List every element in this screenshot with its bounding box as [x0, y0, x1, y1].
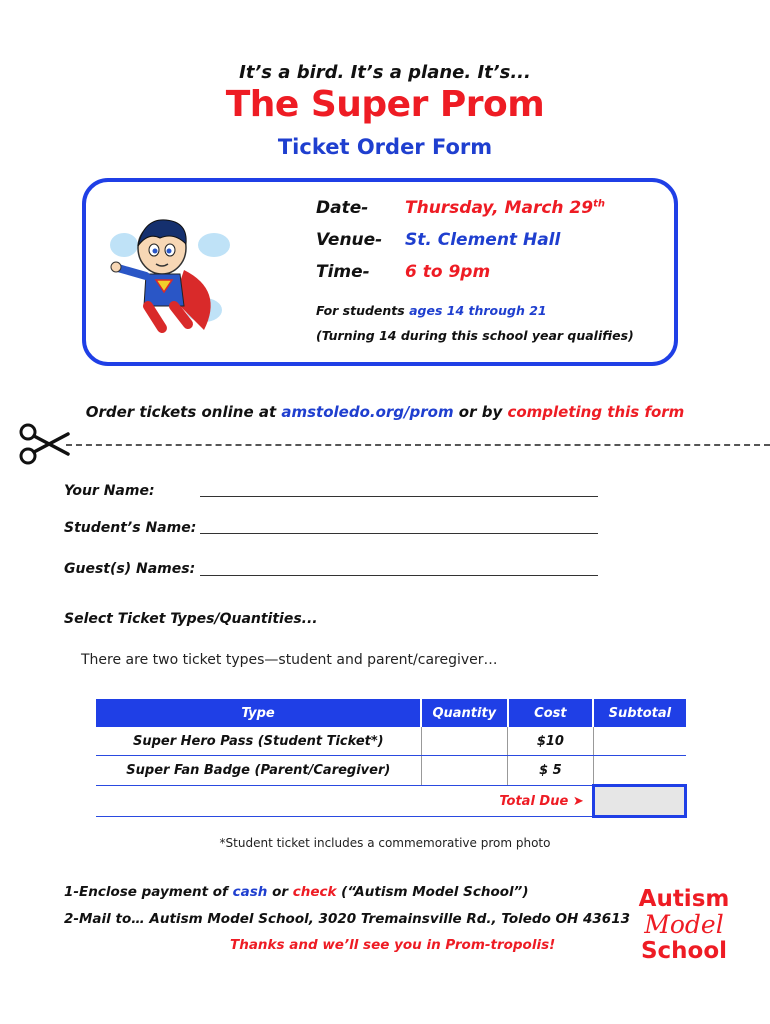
logo-line-1: Autism — [638, 886, 730, 912]
ticket-table-header — [96, 699, 686, 727]
order-url-link[interactable]: amstoledo.org/prom — [281, 403, 454, 421]
logo-line-3: School — [640, 938, 728, 964]
order-prefix: Order tickets online at — [85, 403, 282, 421]
ticket-cost: $ 5 — [508, 756, 594, 786]
order-instructions — [0, 403, 770, 421]
step1-or: or — [267, 884, 293, 900]
eligibility-note: (Turning 14 during this school year qualifies) — [316, 328, 634, 343]
table-row — [96, 727, 686, 756]
ticket-footnote: *Student ticket includes a commemorative prom photo — [219, 836, 551, 850]
col-subtotal: Subtotal — [593, 699, 685, 727]
step1-suffix: (“Autism Model School”) — [336, 884, 529, 900]
instruction-step-1 — [64, 884, 528, 900]
step1-prefix: 1-Enclose payment of — [64, 884, 233, 900]
logo-line-2: Model — [644, 910, 724, 939]
date-value — [405, 198, 605, 218]
ticket-table — [96, 699, 687, 818]
date-text: Thursday, March 29 — [405, 198, 594, 218]
total-due-field[interactable] — [593, 786, 685, 817]
col-cost: Cost — [508, 699, 594, 727]
page-subtitle: Ticket Order Form — [277, 135, 493, 159]
total-row — [96, 786, 686, 817]
order-form-text: completing this form — [507, 403, 685, 421]
total-due-label: Total Due ➤ — [96, 786, 593, 817]
your-name-label: Your Name: — [64, 483, 155, 499]
date-suffix: th — [593, 198, 605, 210]
quantity-field[interactable] — [421, 756, 507, 786]
tagline: It’s a bird. It’s a plane. It’s... — [239, 62, 531, 83]
order-middle: or by — [453, 403, 508, 421]
thanks-message: Thanks and we’ll see you in Prom-tropolis! — [230, 937, 556, 953]
date-label: Date- — [316, 198, 369, 218]
col-type: Type — [96, 699, 421, 727]
cut-line — [66, 444, 770, 446]
table-row — [96, 756, 686, 786]
quantity-field[interactable] — [421, 727, 507, 756]
venue-value: St. Clement Hall — [405, 230, 561, 250]
instruction-step-2: 2-Mail to… Autism Model School, 3020 Tremainsville Rd., Toledo OH 43613 — [64, 911, 630, 927]
ticket-type: Super Fan Badge (Parent/Caregiver) — [96, 756, 421, 786]
ticket-description: There are two ticket types—student and parent/caregiver… — [81, 652, 498, 668]
venue-label: Venue- — [316, 230, 383, 250]
guest-names-field[interactable] — [200, 575, 598, 576]
student-name-label: Student’s Name: — [64, 520, 197, 536]
guest-names-label: Guest(s) Names: — [64, 561, 196, 577]
eligibility-ages: ages 14 through 21 — [409, 303, 547, 318]
eligibility-line — [316, 303, 547, 318]
step1-check: check — [292, 884, 337, 900]
col-quantity: Quantity — [421, 699, 507, 727]
subtotal-field[interactable] — [593, 727, 685, 756]
scissors-icon — [16, 422, 72, 466]
subtotal-field[interactable] — [593, 756, 685, 786]
time-label: Time- — [316, 262, 370, 282]
step1-cash: cash — [232, 884, 268, 900]
ticket-type: Super Hero Pass (Student Ticket*) — [96, 727, 421, 756]
time-value: 6 to 9pm — [405, 262, 491, 282]
school-logo — [628, 886, 740, 964]
superhero-illustration — [104, 210, 234, 340]
eligibility-prefix: For students — [316, 303, 410, 318]
ticket-cost: $10 — [508, 727, 594, 756]
your-name-field[interactable] — [200, 496, 598, 497]
ticket-section-heading: Select Ticket Types/Quantities... — [64, 611, 318, 627]
page-title: The Super Prom — [225, 84, 545, 125]
student-name-field[interactable] — [200, 533, 598, 534]
